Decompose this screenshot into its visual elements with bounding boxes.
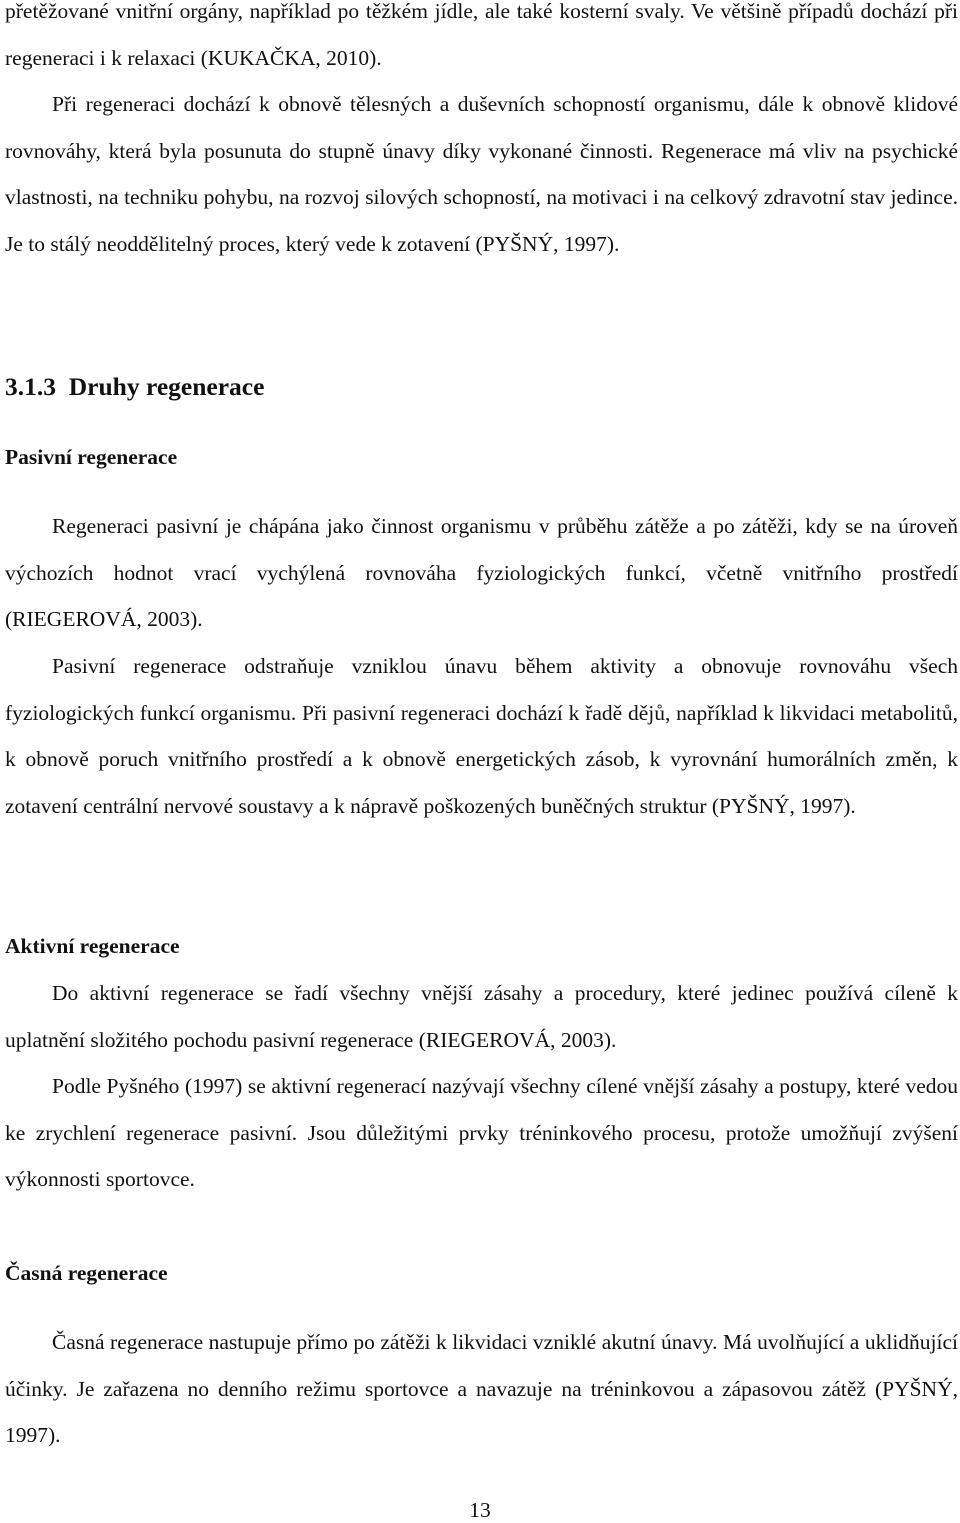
- subheading-active-regeneration: Aktivní regenerace: [5, 934, 180, 958]
- section-title: Druhy regenerace: [68, 372, 265, 401]
- paragraph-early-1: Časná regenerace nastupuje přímo po zátěži k likvidaci vzniklé akutní únavy. Má uvolňující a uklidňující účinky. Je zařazena no denního režimu sportovce a navazuje na tréninkovou a zápasovou zátěž (PYŠNÝ, 1997).: [5, 1330, 958, 1448]
- section-heading: [5, 372, 264, 402]
- paragraph-active-1: Do aktivní regenerace se řadí všechny vnější zásahy a procedury, které jedinec používá cíleně k uplatnění složitého pochodu pasivní regenerace (RIEGEROVÁ, 2003).: [5, 981, 958, 1052]
- paragraph-intro-continued: přetěžované vnitřní orgány, například po těžkém jídle, ale také kosterní svaly. Ve většině případů dochází při regeneraci i k relaxaci (KUKAČKA, 2010).: [5, 0, 958, 70]
- paragraph-active-2: Podle Pyšného (1997) se aktivní regenerací nazývají všechny cílené vnější zásahy a postupy, které vedou ke zrychlení regenerace pasivní. Jsou důležitými prvky tréninkového procesu, protože umožňují zvýšení výkonnosti sportovce.: [5, 1074, 958, 1192]
- page-number: 13: [469, 1498, 491, 1522]
- paragraph-passive-2: Pasivní regenerace odstraňuje vzniklou únavu během aktivity a obnovuje rovnováhu všech fyziologických funkcí organismu. Při pasivní regeneraci dochází k řadě dějů, například k likvidaci metabolitů, k obnově poruch vnitřního prostředí a k obnově energetických zásob, k vyrovnání humorálních změn, k zotavení centrální nervové soustavy a k nápravě poškozených buněčných struktur (PYŠNÝ, 1997).: [5, 654, 958, 818]
- section-number: 3.1.3: [5, 372, 56, 401]
- subheading-passive-regeneration: Pasivní regenerace: [5, 445, 178, 469]
- paragraph-passive-1: Regeneraci pasivní je chápána jako činnost organismu v průběhu zátěže a po zátěži, kdy se na úroveň výchozích hodnot vrací vychýlená rovnováha fyziologických funkcí, včetně vnitřního prostředí (RIEGEROVÁ, 2003).: [5, 514, 958, 632]
- paragraph-intro-second: Při regeneraci dochází k obnově tělesných a duševních schopností organismu, dále k obnově klidové rovnováhy, která byla posunuta do stupně únavy díky vykonané činnosti. Regenerace má vliv na psychické vlastnosti, na techniku pohybu, na rozvoj silových schopností, na motivaci i na celkový zdravotní stav jedince. Je to stálý neoddělitelný proces, který vede k zotavení (PYŠNÝ, 1997).: [5, 92, 958, 256]
- subheading-early-regeneration: Časná regenerace: [5, 1261, 168, 1285]
